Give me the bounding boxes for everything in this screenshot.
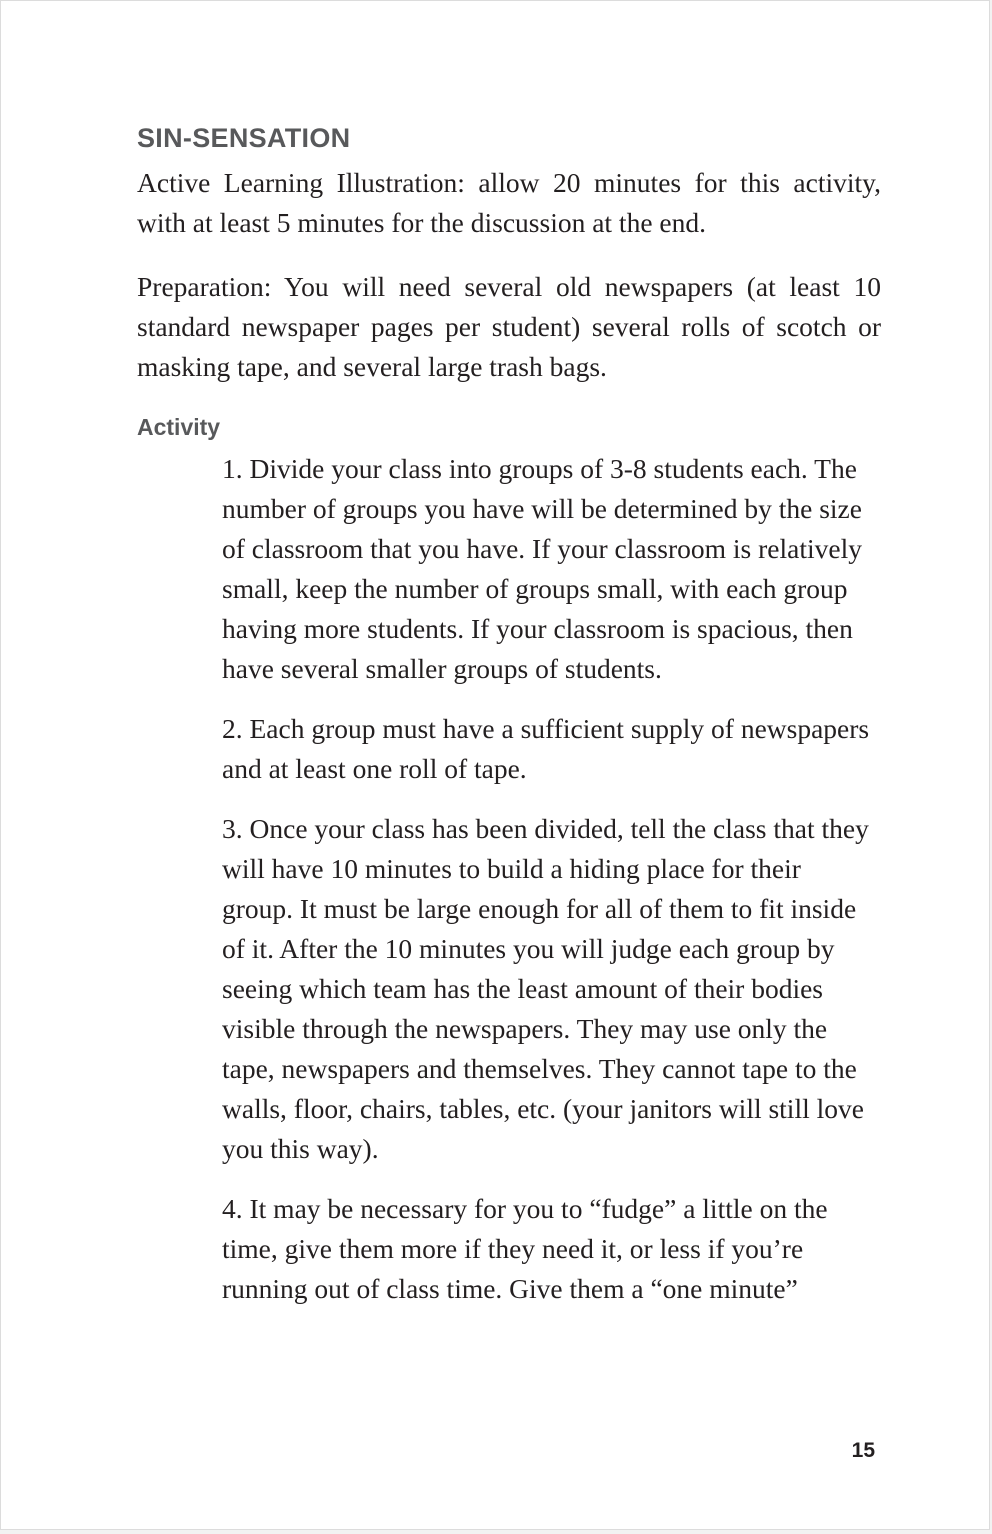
step-3: 3. Once your class has been divided, tell the class that they will have 10 minutes to build a hiding place for their group. It must be large enough for all of them to fit inside of it. After the 10 minutes you will judge each group by seeing which team has the least amount of their bodies visible through the newspapers. They may use only the tape, newspapers and themselves. They cannot tape to the walls, floor, chairs, tables, etc. (your janitors will still love you this way). — [222, 813, 869, 1164]
activity-heading: Activity — [137, 414, 221, 440]
section-title: SIN-SENSATION — [137, 123, 351, 153]
activity-steps — [222, 449, 872, 1309]
step-1: 1. Divide your class into groups of 3-8 students each. The number of groups you have will be determined by the size of classroom that you have. If your classroom is relatively small, keep the number of groups small, with each group having more students. If your classroom is spacious, then have several smaller groups of students. — [222, 453, 862, 684]
page-number: 15 — [851, 1439, 875, 1462]
page-content — [137, 119, 881, 1329]
preparation-paragraph: Preparation: You will need several old newspapers (at least 10 standard newspaper pages per student) several rolls of scotch or masking tape, and several large trash bags. — [137, 271, 881, 382]
step-4: 4. It may be necessary for you to “fudge” a little on the time, give them more if they need it, or less if you’re running out of class time. Give them a “one minute” — [222, 1193, 828, 1304]
intro-paragraph: Active Learning Illustration: allow 20 minutes for this activity, with at least 5 minutes for the discussion at the end. — [137, 167, 881, 238]
step-2: 2. Each group must have a sufficient supply of newspapers and at least one roll of tape. — [222, 713, 870, 784]
